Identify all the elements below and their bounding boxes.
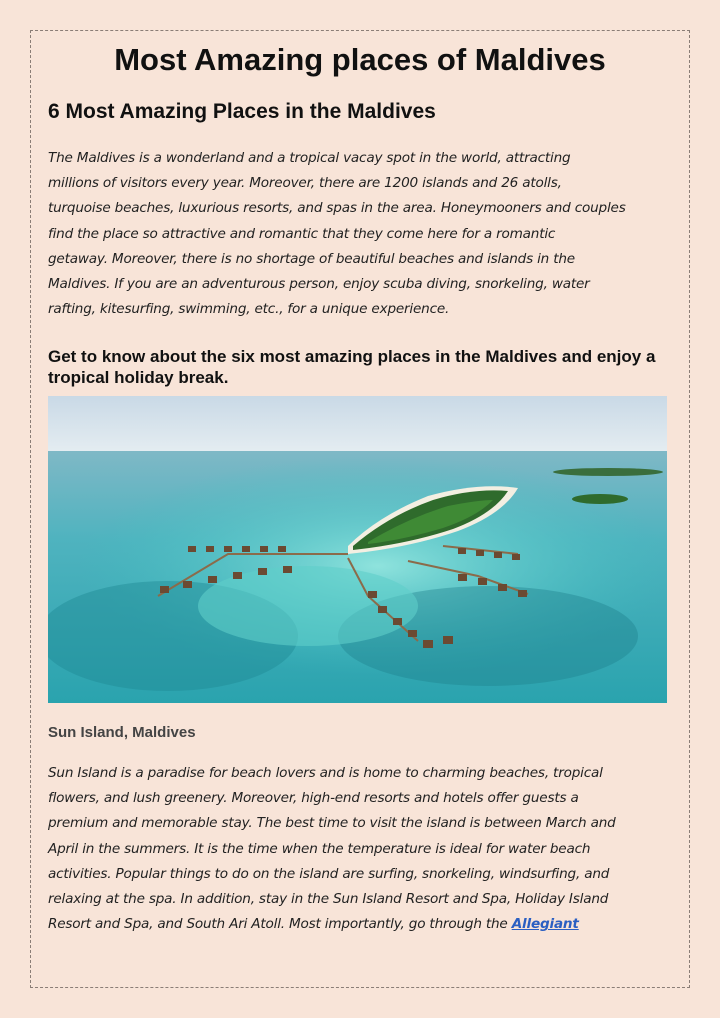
intro-line: Maldives. If you are an adventurous person, enjoy scuba diving, snorkeling, water xyxy=(48,276,590,293)
subtitle: 6 Most Amazing Places in the Maldives xyxy=(48,100,436,123)
section-line-last xyxy=(48,912,688,937)
lead-paragraph: Get to know about the six most amazing places in the Maldives and enjoy a tropical holiday break. xyxy=(48,347,656,387)
page-title: Most Amazing places of Maldives xyxy=(114,42,606,77)
allegiant-link[interactable]: Allegiant xyxy=(511,916,579,933)
section-heading: Sun Island, Maldives xyxy=(48,724,196,741)
section-line: flowers, and lush greenery. Moreover, high-end resorts and hotels offer guests a xyxy=(48,790,579,807)
maldives-aerial-photo xyxy=(48,396,667,703)
intro-line: find the place so attractive and romantic that they come here for a romantic xyxy=(48,225,556,242)
intro-line: millions of visitors every year. Moreover, there are 1200 islands and 26 atolls, xyxy=(48,175,562,192)
intro-line: rafting, kitesurfing, swimming, etc., for a unique experience. xyxy=(48,301,450,318)
section-line: relaxing at the spa. In addition, stay in the Sun Island Resort and Spa, Holiday Island xyxy=(48,891,609,908)
section-line: Sun Island is a paradise for beach lovers and is home to charming beaches, tropical xyxy=(48,765,603,781)
section-line: Resort and Spa, and South Ari Atoll. Most importantly, go through the xyxy=(48,916,512,933)
intro-line: The Maldives is a wonderland and a tropical vacay spot in the world, attracting xyxy=(48,150,571,166)
intro-line: getaway. Moreover, there is no shortage of beautiful beaches and islands in the xyxy=(48,250,575,267)
section-line: April in the summers. It is the time when the temperature is ideal for water beach xyxy=(48,840,591,857)
intro-line: turquoise beaches, luxurious resorts, and spas in the area. Honeymooners and couples xyxy=(48,200,626,217)
section-line: premium and memorable stay. The best time to visit the island is between March and xyxy=(48,815,616,832)
section-paragraph xyxy=(48,761,688,937)
section-line: activities. Popular things to do on the island are surfing, snorkeling, windsurfing, and xyxy=(48,865,610,882)
intro-paragraph xyxy=(48,146,688,322)
